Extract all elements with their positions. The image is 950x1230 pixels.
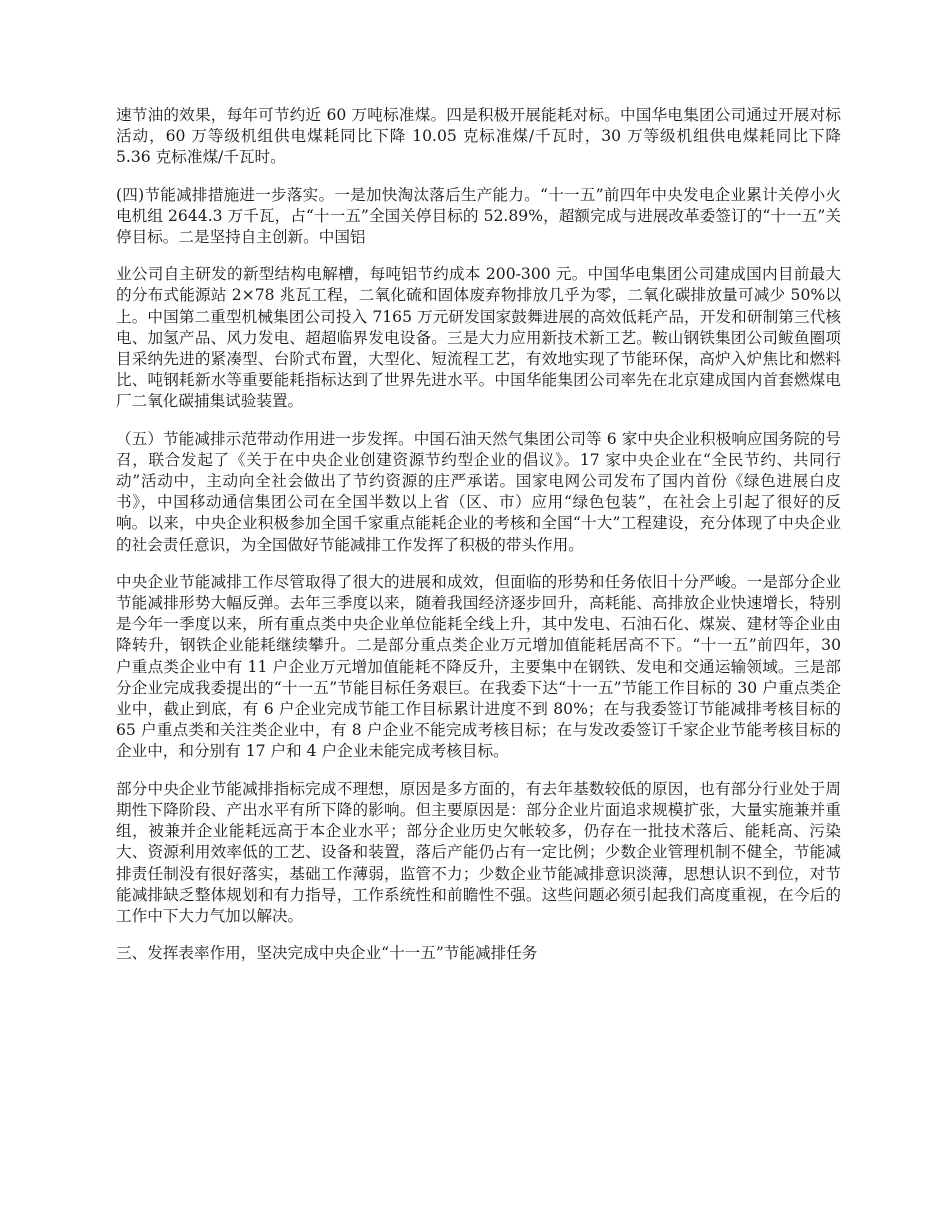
paragraph-energy-benchmarking: 速节油的效果，每年可节约近 60 万吨标准煤。四是积极开展能耗对标。中国华电集团公司通过开展对标活动，60 万等级机组供电煤耗同比下降 10.05 克标准煤/千瓦时，30 万等级机组供电煤耗同比下降 5.36 克标准煤/千瓦时。	[116, 106, 841, 167]
paragraph-causes: 部分中央企业节能减排指标完成不理想，原因是多方面的，有去年基数较低的原因，也有部分行业处于周期性下降阶段、产出水平有所下降的影响。但主要原因是：部分企业片面追求规模扩张，大量实施兼并重组，被兼并企业能耗远高于本企业水平；部分企业历史欠帐较多，仍存在一批技术落后、能耗高、污染大、资源利用效率低的工艺、设备和装置，落后产能仍占有一定比例；少数企业管理机制不健全，节能减排责任制没有很好落实，基础工作薄弱，监管不力；少数企业节能减排意识淡薄，思想认识不到位，对节能减排缺乏整体规划和有力指导，工作系统性和前瞻性不强。这些问题必须引起我们高度重视，在今后的工作中下大力气加以解决。	[116, 779, 841, 925]
paragraph-innovation-technology: 业公司自主研发的新型结构电解槽，每吨铝节约成本 200-300 元。中国华电集团公司建成国内目前最大的分布式能源站 2×78 兆瓦工程，二氧化硫和固体废弃物排放几乎为零，二氧化碳排放量可减少 50%以上。中国第二重型机械集团公司投入 7165 万元研发国家鼓舞进展的高效低耗产品，开发和研制第三代核电、加氢产品、风力发电、超超临界发电设备。三是大力应用新技术新工艺。鞍山钢铁集团公司鲅鱼圈项目采纳先进的紧凑型、台阶式布置，大型化、短流程工艺，有效地实现了节能环保，高炉入炉焦比和燃料比、吨钢耗新水等重要能耗指标达到了世界先进水平。中国华能集团公司率先在北京建成国内首套燃煤电厂二氧化碳捕集试验装置。	[116, 265, 841, 411]
paragraph-section-five-demonstration: （五）节能减排示范带动作用进一步发挥。中国石油天然气集团公司等 6 家中央企业积极响应国务院的号召，联合发起了《关于在中央企业创建资源节约型企业的倡议》。17 家中央企业在“全民节约、共同行动”活动中，主动向全社会做出了节约资源的庄严承诺。国家电网公司发布了国内首份《绿色进展白皮书》，中国移动通信集团公司在全国半数以上省（区、市）应用“绿色包装”，在社会上引起了很好的反响。以来，中央企业积极参加全国千家重点能耗企业的考核和全国“十大”工程建设，充分体现了中央企业的社会责任意识，为全国做好节能减排工作发挥了积极的带头作用。	[116, 429, 841, 554]
section-heading-three: 三、发挥表率作用，坚决完成中央企业“十一五”节能减排任务	[116, 944, 538, 963]
paragraph-section-four-measures: (四)节能减排措施进一步落实。一是加快淘汰落后生产能力。“十一五”前四年中央发电企业累计关停小火电机组 2644.3 万千瓦，占“十一五”全国关停目标的 52.89%，超额完成与进展改革委签订的“十一五”关停目标。二是坚持自主创新。中国铝	[116, 185, 841, 247]
document-body	[116, 105, 841, 980]
paragraph-challenges: 中央企业节能减排工作尽管取得了很大的进展和成效，但面临的形势和任务依旧十分严峻。一是部分企业节能减排形势大幅反弹。去年三季度以来，随着我国经济逐步回升，高耗能、高排放企业快速增长，特别是今年一季度以来，所有重点类中央企业单位能耗全线上升，其中发电、石油石化、煤炭、建材等企业由降转升，钢铁企业能耗继续攀升。二是部分重点类企业万元增加值能耗居高不下。“十一五”前四年，30 户重点类企业中有 11 户企业万元增加值能耗不降反升，主要集中在钢铁、发电和交通运输领域。三是部分企业完成我委提出的“十一五”节能目标任务艰巨。在我委下达“十一五”节能工作目标的 30 户重点类企业中，截止到底，有 6 户企业完成节能工作目标累计进度不到 80%；在与我委签订节能减排考核目标的 65 户重点类和关注类企业中，有 8 户企业不能完成考核目标；在与发改委签订千家企业节能考核目标的企业中，和分别有 17 户和 4 户企业未能完成考核目标。	[116, 572, 841, 761]
